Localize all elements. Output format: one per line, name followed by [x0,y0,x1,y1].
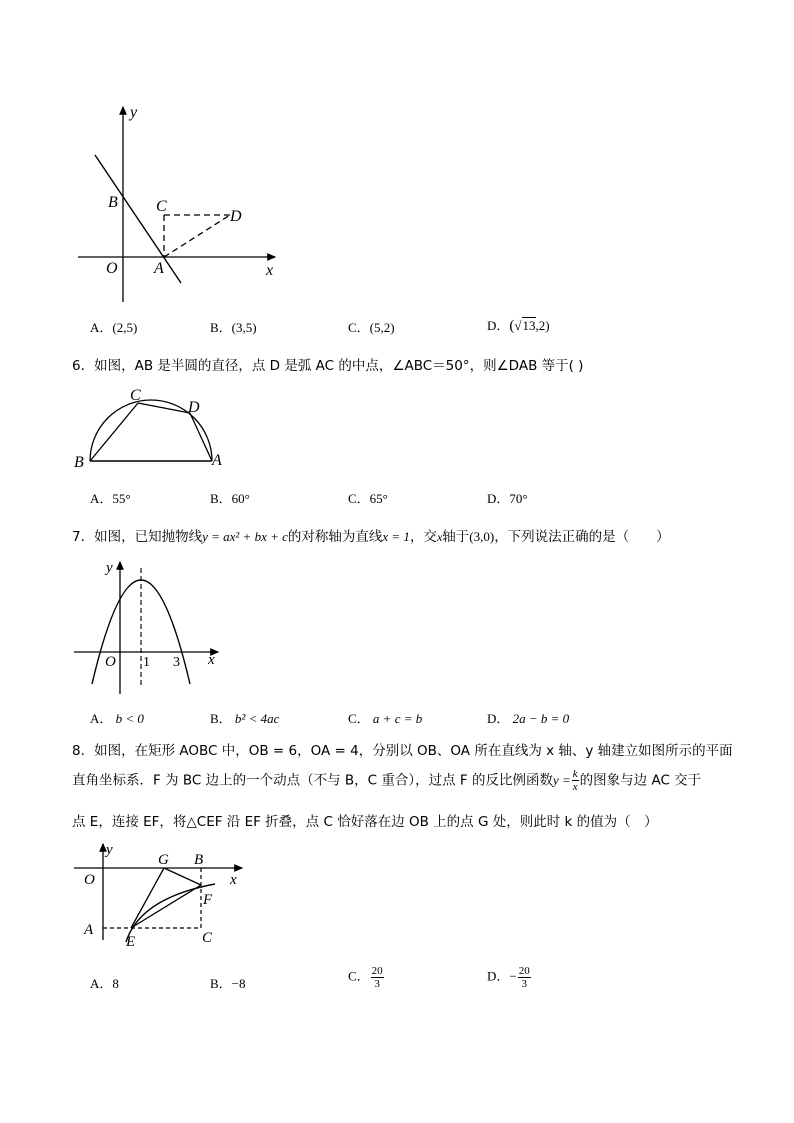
fraction-neg-20-over-3: $\frac{20}{3}$ [518,965,530,990]
q8-option-d[interactable]: D．− $\frac{20}{3}$ [487,965,530,990]
label-c: C [130,387,141,404]
q8-text-line3: 点 E，连接 EF，将△CEF 沿 EF 折叠，点 C 恰好落在边 OB 上的点 G 处，则此时 k 的值为（ ） [72,814,658,830]
label-d: D [188,399,200,416]
q6-option-c[interactable]: C．65° [348,491,388,506]
q8-text-line1: 8．如图，在矩形 AOBC 中，OB = 6，OA = 4，分别以 OB、OA 所在直线为 x 轴、y 轴建立如图所示的平面 [72,743,733,759]
label-1: 1 [143,655,150,670]
q5-figure [70,95,290,310]
q7-option-b[interactable]: B． b² < 4ac [210,711,280,726]
fraction-k-over-x: $\frac{k}{x}$ [572,768,578,793]
label-g: G [158,852,169,868]
q5-option-b[interactable]: B．(3,5) [210,320,257,335]
q7-figure [70,556,230,696]
label-y: y [130,104,138,121]
q7-option-a[interactable]: A． b < 0 [90,711,144,726]
q5-option-a[interactable]: A．(2,5) [90,320,138,335]
label-a: A [212,452,222,469]
q5-option-c[interactable]: C．(5,2) [348,320,395,335]
label-y: y [106,560,113,576]
label-a: A [154,260,164,277]
q8-option-a[interactable]: A．8 [90,976,119,991]
segment-ad [164,215,230,257]
q7-option-c[interactable]: C． a + c = b [348,711,423,726]
chord-da [190,413,212,461]
label-y: y [106,842,113,858]
q8-figure [70,840,250,955]
q7-option-d[interactable]: D． 2a − b = 0 [487,711,570,726]
q6-option-d[interactable]: D．70° [487,491,528,506]
label-x: x [230,872,237,888]
q8-option-c[interactable]: C． $\frac{20}{3}$ [348,965,383,990]
q6-option-b[interactable]: B．60° [210,491,250,506]
segment-gf [164,868,201,885]
label-b: B [108,194,118,211]
label-c: C [202,930,213,946]
q6-option-a[interactable]: A．55° [90,491,131,506]
q5-option-d[interactable]: D．(√13,2) [487,318,550,334]
label-b: B [74,454,84,471]
label-a: A [84,922,94,938]
label-f: F [203,892,213,908]
q6-figure [70,383,230,473]
label-b: B [194,852,204,868]
label-3: 3 [173,655,180,670]
segment-ef [131,885,201,928]
label-o: O [105,654,116,670]
fraction-20-over-3: $\frac{20}{3}$ [371,965,383,990]
q8-option-b[interactable]: B．−8 [210,976,246,991]
label-o: O [106,260,118,277]
label-c: C [156,198,167,215]
label-d: D [230,208,242,225]
label-x: x [266,262,274,279]
q6-text: 6．如图，AB 是半圆的直径，点 D 是弧 AC 的中点，∠ABC＝50°，则∠DAB 等于( ) [72,358,584,374]
q7-text: 7．如图，已知抛物线y = ax² + bx + c的对称轴为直线x = 1，交x轴于(3,0)，下列说法正确的是（ ） [72,529,670,545]
label-o: O [84,872,95,888]
label-x: x [208,652,215,668]
label-e: E [126,934,136,950]
segment-eg [131,868,164,928]
q8-text-line2: 直角坐标系．F 为 BC 边上的一个动点（不与 B，C 重合），过点 F 的反比例函数y = $\frac{k}{x}$ 的图象与边 AC 交于 [72,768,702,793]
